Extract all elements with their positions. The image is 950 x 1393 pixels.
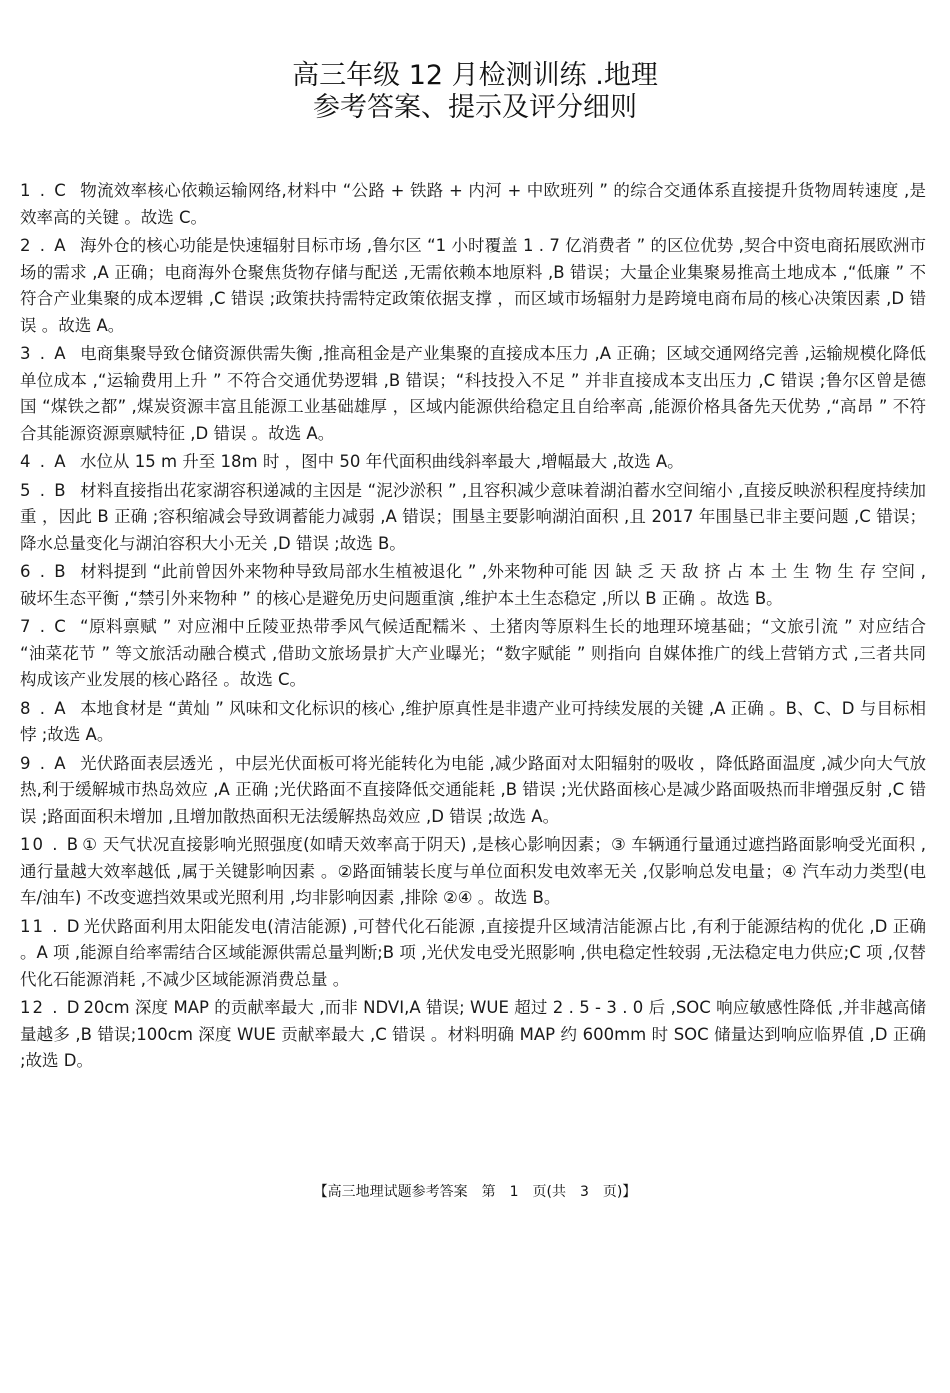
answer-text: 光伏路面表层透光 ，中层光伏面板可将光能转化为电能 ,减少路面对太阳辐射的吸收 ，降低路面温度 ,减少向大气放热,利于缓解城市热岛效应 ,A 正确 ;光伏路面不直接降低交通能耗 ,B 错误 ;光伏路面核心是减少路面吸热而非增强反射 ,C 错误 ;路面面积未增加 ,且增加散热面积无法缓解热岛效应 ,D 错误 ;故选 A。 [20,753,926,826]
answer-text: 水位从 15 m 升至 18m 时 ，图中 50 年代面积曲线斜率最大 ,增幅最大 ,故选 A。 [80,452,684,471]
answer-item-12 [20,995,926,1075]
answer-number: 4 . A [20,452,68,471]
answer-item-1 [20,178,926,231]
answer-item-6 [20,559,926,612]
answer-text: 光伏路面利用太阳能发电(清洁能源) ,可替代化石能源 ,直接提升区域清洁能源占比 ,有利于能源结构的优化 ,D 正确 。A 项 ,能源自给率需结合区域能源供需总量判断;B 项 ,光伏发电受光照影响 ,供电稳定性较弱 ,无法稳定电力供应;C 项 ,仅替代化石能源消耗 ,不减少区域能源消费总量 。 [20,916,926,989]
answer-number: 10 . B [20,835,81,854]
answer-item-8 [20,696,926,749]
answer-item-10 [20,832,926,912]
page-subtitle: 参考答案、提示及评分细则 [313,92,637,123]
page-title: 高三年级 12 月检测训练 .地理 [292,60,658,91]
answer-number: 3 . A [20,344,68,363]
answer-item-4 [20,449,926,476]
answer-text: 材料提到 “此前曾因外来物种导致局部水生植被退化 ” ,外来物种可能 因 缺 乏 天 敌 挤 占 本 土 生 物 生 存 空间 ,破坏生态平衡 ,“禁引外来物种 ” 的核心是避免历史问题重演 ,维护本土生态稳定 ,所以 B 正确 。故选 B。 [20,562,926,608]
answer-number: 2 . A [20,236,68,255]
answer-text: 物流效率核心依赖运输网络,材料中 “公路 + 铁路 + 内河 + 中欧班列 ” 的综合交通体系直接提升货物周转速度 ,是效率高的关键 。故选 C。 [20,181,926,227]
answer-item-9 [20,751,926,831]
answer-number: 6 . B [20,562,68,581]
answer-text: 20cm 深度 MAP 的贡献率最大 ,而非 NDVI,A 错误; WUE 超过 2 . 5 - 3 . 0 后 ,SOC 响应敏感性降低 ,并非越高储量越多 ,B 错误;100cm 深度 WUE 贡献率最大 ,C 错误 。材料明确 MAP 约 600mm 时 SOC 储量达到响应临界值 ,D 正确 ;故选 D。 [20,998,926,1070]
answer-number: 5 . B [20,480,68,500]
answer-number: 7 . C [20,617,68,636]
page-footer: 【高三地理试题参考答案 第 1 页(共 3 页)】 [313,1184,637,1200]
answer-number: 11 . D [20,916,82,936]
answer-number: 9 . A [20,753,68,773]
answer-item-2 [20,233,926,339]
answer-text: 海外仓的核心功能是快速辐射目标市场 ,鲁尔区 “1 小时覆盖 1 . 7 亿消费者 ” 的区位优势 ,契合中资电商拓展欧洲市场的需求 ,A 正确；电商海外仓聚焦货物存储与配送 ,无需依赖本地原料 ,B 错误；大量企业集聚易推高土地成本 ,“低廉 ” 不符合产业集聚的成本逻辑 ,C 错误 ;政策扶持需特定政策依据支撑 ，而区域市场辐射力是跨境电商布局的核心决策因素 ,D 错误 。故选 A。 [20,236,926,335]
answer-item-5 [20,478,926,558]
answer-item-7 [20,614,926,694]
answer-number: 12 . D [20,998,82,1017]
answer-number: 1 . C [20,181,68,200]
answer-item-11 [20,914,926,994]
answer-list [20,178,926,1077]
answer-item-3 [20,341,926,447]
answer-text: ① 天气状况直接影响光照强度(如晴天效率高于阴天) ,是核心影响因素；③ 车辆通行量通过遮挡路面影响受光面积 ,通行量越大效率越低 ,属于关键影响因素 。②路面铺装长度与单位面积发电效率无关 ,仅影响总发电量；④ 汽车动力类型(电车/油车) 不改变遮挡效果或光照利用 ,均非影响因素 ,排除 ②④ 。故选 B。 [20,835,926,907]
answer-text: 本地食材是 “黄灿 ” 风味和文化标识的核心 ,维护原真性是非遗产业可持续发展的关键 ,A 正确 。B、C、D 与目标相悖 ;故选 A。 [20,698,926,744]
answer-text: 材料直接指出花家湖容积递减的主因是 “泥沙淤积 ” ,且容积减少意味着湖泊蓄水空间缩小 ,直接反映淤积程度持续加重 ，因此 B 正确 ;容积缩减会导致调蓄能力减弱 ,A 错误；围垦主要影响湖泊面积 ,且 2017 年围垦已非主要问题 ,C 错误；降水总量变化与湖泊容积大小无关 ,D 错误 ;故选 B。 [20,480,926,553]
answer-text: 电商集聚导致仓储资源供需失衡 ,推高租金是产业集聚的直接成本压力 ,A 正确；区域交通网络完善 ,运输规模化降低单位成本 ,“运输费用上升 ” 不符合交通优势逻辑 ,B 错误；“科技投入不足 ” 并非直接成本支出压力 ,C 错误 ;鲁尔区曾是德国 “煤铁之都” ,煤炭资源丰富且能源工业基础雄厚 ，区域内能源供给稳定且自给率高 ,能源价格具备先天优势 ,“高昂 ” 不符合其能源资源禀赋特征 ,D 错误 。故选 A。 [20,344,926,443]
answer-number: 8 . A [20,698,68,718]
answer-text: “原料禀赋 ” 对应湘中丘陵亚热带季风气候适配糯米 、土猪肉等原料生长的地理环境基础；“文旅引流 ” 对应结合 “油菜花节 ” 等文旅活动融合模式 ,借助文旅场景扩大产业曝光；“数字赋能 ” 则指向 自媒体推广的线上营销方式 ,三者共同构成该产业发展的核心路径 。故选 C。 [20,617,926,689]
